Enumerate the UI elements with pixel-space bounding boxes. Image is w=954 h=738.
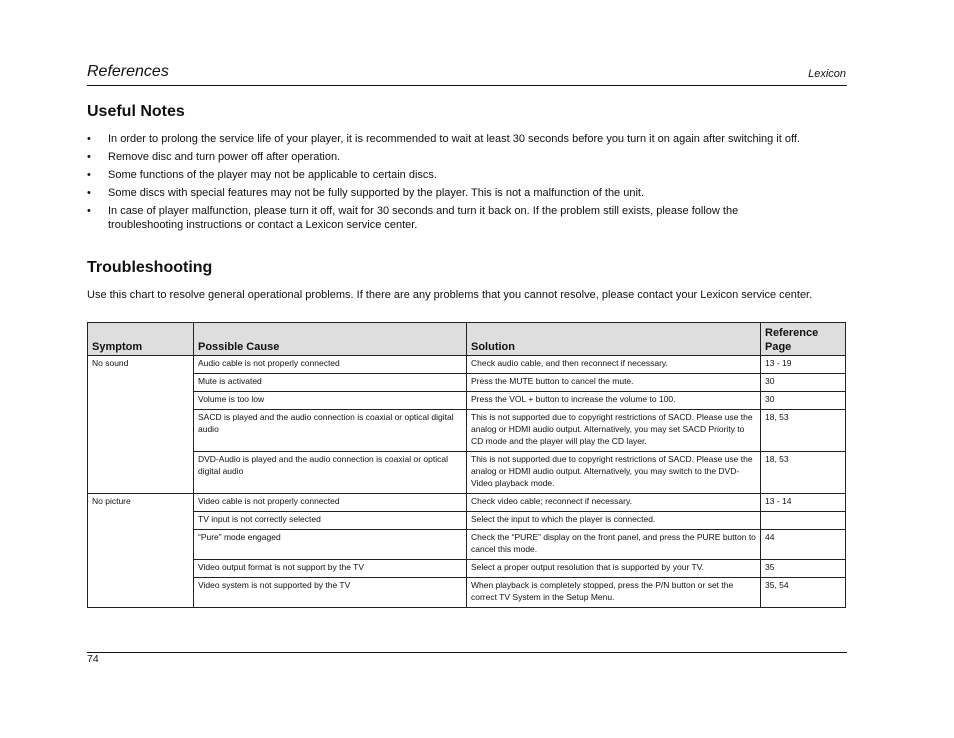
- cause-cell: SACD is played and the audio connection is coaxial or optical digital audio: [194, 410, 467, 452]
- list-item-text: In order to prolong the service life of your player, it is recommended to wait at least 30 seconds before you turn it on again after switching it off.: [108, 133, 800, 145]
- reference-cell: 18, 53: [761, 452, 846, 494]
- table-header-row: [88, 323, 846, 356]
- list-item-text: Remove disc and turn power off after operation.: [108, 151, 341, 163]
- table-row: [88, 512, 846, 530]
- solution-cell: Check video cable; reconnect if necessary.: [467, 494, 761, 512]
- list-item: • In order to prolong the service life of your player, it is recommended to wait at least 30 seconds before you turn it on again after switching it off.: [87, 133, 800, 145]
- reference-cell: 35, 54: [761, 578, 846, 608]
- solution-cell: Select the input to which the player is connected.: [467, 512, 761, 530]
- table-row: [88, 494, 846, 512]
- useful-notes-heading: Useful Notes: [87, 103, 185, 120]
- section-title: References: [87, 63, 169, 80]
- table-row: [88, 452, 846, 494]
- solution-cell: Check the “PURE” display on the front panel, and press the PURE button to cancel this mode.: [467, 530, 761, 560]
- column-header-solution: Solution: [467, 323, 761, 356]
- cause-cell: Audio cable is not properly connected: [194, 356, 467, 374]
- list-item-text: Some discs with special features may not be fully supported by the player. This is not a malfunction of the unit.: [108, 187, 645, 199]
- reference-cell: 13 - 14: [761, 494, 846, 512]
- useful-notes-list: [87, 132, 807, 236]
- symptom-cell: No picture: [88, 494, 194, 608]
- reference-cell: 30: [761, 392, 846, 410]
- symptom-cell: No sound: [88, 356, 194, 494]
- solution-cell: This is not supported due to copyright restrictions of SACD. Please use the analog or HDMI audio output. Alternatively, you may set SACD Priority to CD mode and the player will play the CD layer.: [467, 410, 761, 452]
- table-row: [88, 410, 846, 452]
- list-item-text: In case of player malfunction, please turn it off, wait for 30 seconds and turn it back on. If the problem still exists, please follow the troubleshooting instructions or contact a Lexicon service center.: [108, 205, 739, 231]
- solution-cell: Press the VOL + button to increase the volume to 100.: [467, 392, 761, 410]
- cause-cell: Video system is not supported by the TV: [194, 578, 467, 608]
- header-divider: [87, 85, 847, 86]
- solution-cell: This is not supported due to copyright restrictions of SACD. Please use the analog or HDMI audio output. Alternatively, you may switch to the DVD-Video playback mode.: [467, 452, 761, 494]
- list-item: • In case of player malfunction, please turn it off, wait for 30 seconds and turn it back on. If the problem still exists, please follow the troubleshooting instructions or contact a Lexicon service center.: [87, 205, 739, 231]
- reference-cell: 18, 53: [761, 410, 846, 452]
- cause-cell: TV input is not correctly selected: [194, 512, 467, 530]
- cause-cell: Video cable is not properly connected: [194, 494, 467, 512]
- solution-cell: Check audio cable, and then reconnect if necessary.: [467, 356, 761, 374]
- list-item-text: Some functions of the player may not be applicable to certain discs.: [108, 169, 437, 181]
- cause-cell: DVD-Audio is played and the audio connection is coaxial or optical digital audio: [194, 452, 467, 494]
- list-item: • Some discs with special features may not be fully supported by the player. This is not a malfunction of the unit.: [87, 187, 645, 199]
- column-header-cause: Possible Cause: [194, 323, 467, 356]
- table-row: [88, 392, 846, 410]
- reference-cell: 30: [761, 374, 846, 392]
- table-row: [88, 356, 846, 374]
- table-row: [88, 374, 846, 392]
- cause-cell: Video output format is not support by the TV: [194, 560, 467, 578]
- column-header-symptom: Symptom: [88, 323, 194, 356]
- footer-divider: [87, 652, 847, 653]
- cause-cell: Mute is activated: [194, 374, 467, 392]
- table-row: [88, 530, 846, 560]
- reference-cell: [761, 512, 846, 530]
- list-item: • Some functions of the player may not be applicable to certain discs.: [87, 169, 437, 181]
- reference-cell: 35: [761, 560, 846, 578]
- page-number: 74: [87, 653, 99, 665]
- solution-cell: Select a proper output resolution that is supported by your TV.: [467, 560, 761, 578]
- list-item: • Remove disc and turn power off after operation.: [87, 151, 341, 163]
- cause-cell: Volume is too low: [194, 392, 467, 410]
- cause-cell: “Pure” mode engaged: [194, 530, 467, 560]
- solution-cell: Press the MUTE button to cancel the mute.: [467, 374, 761, 392]
- reference-cell: 13 - 19: [761, 356, 846, 374]
- troubleshooting-intro: Use this chart to resolve general operational problems. If there are any problems that you cannot resolve, please contact your Lexicon service center.: [87, 289, 813, 301]
- reference-cell: 44: [761, 530, 846, 560]
- troubleshooting-heading: Troubleshooting: [87, 259, 213, 276]
- brand-name: Lexicon: [808, 68, 846, 80]
- troubleshooting-table: [87, 322, 846, 608]
- table-row: [88, 560, 846, 578]
- solution-cell: When playback is completely stopped, press the P/N button or set the correct TV System in the Setup Menu.: [467, 578, 761, 608]
- column-header-reference: Reference Page: [761, 323, 846, 356]
- table-row: [88, 578, 846, 608]
